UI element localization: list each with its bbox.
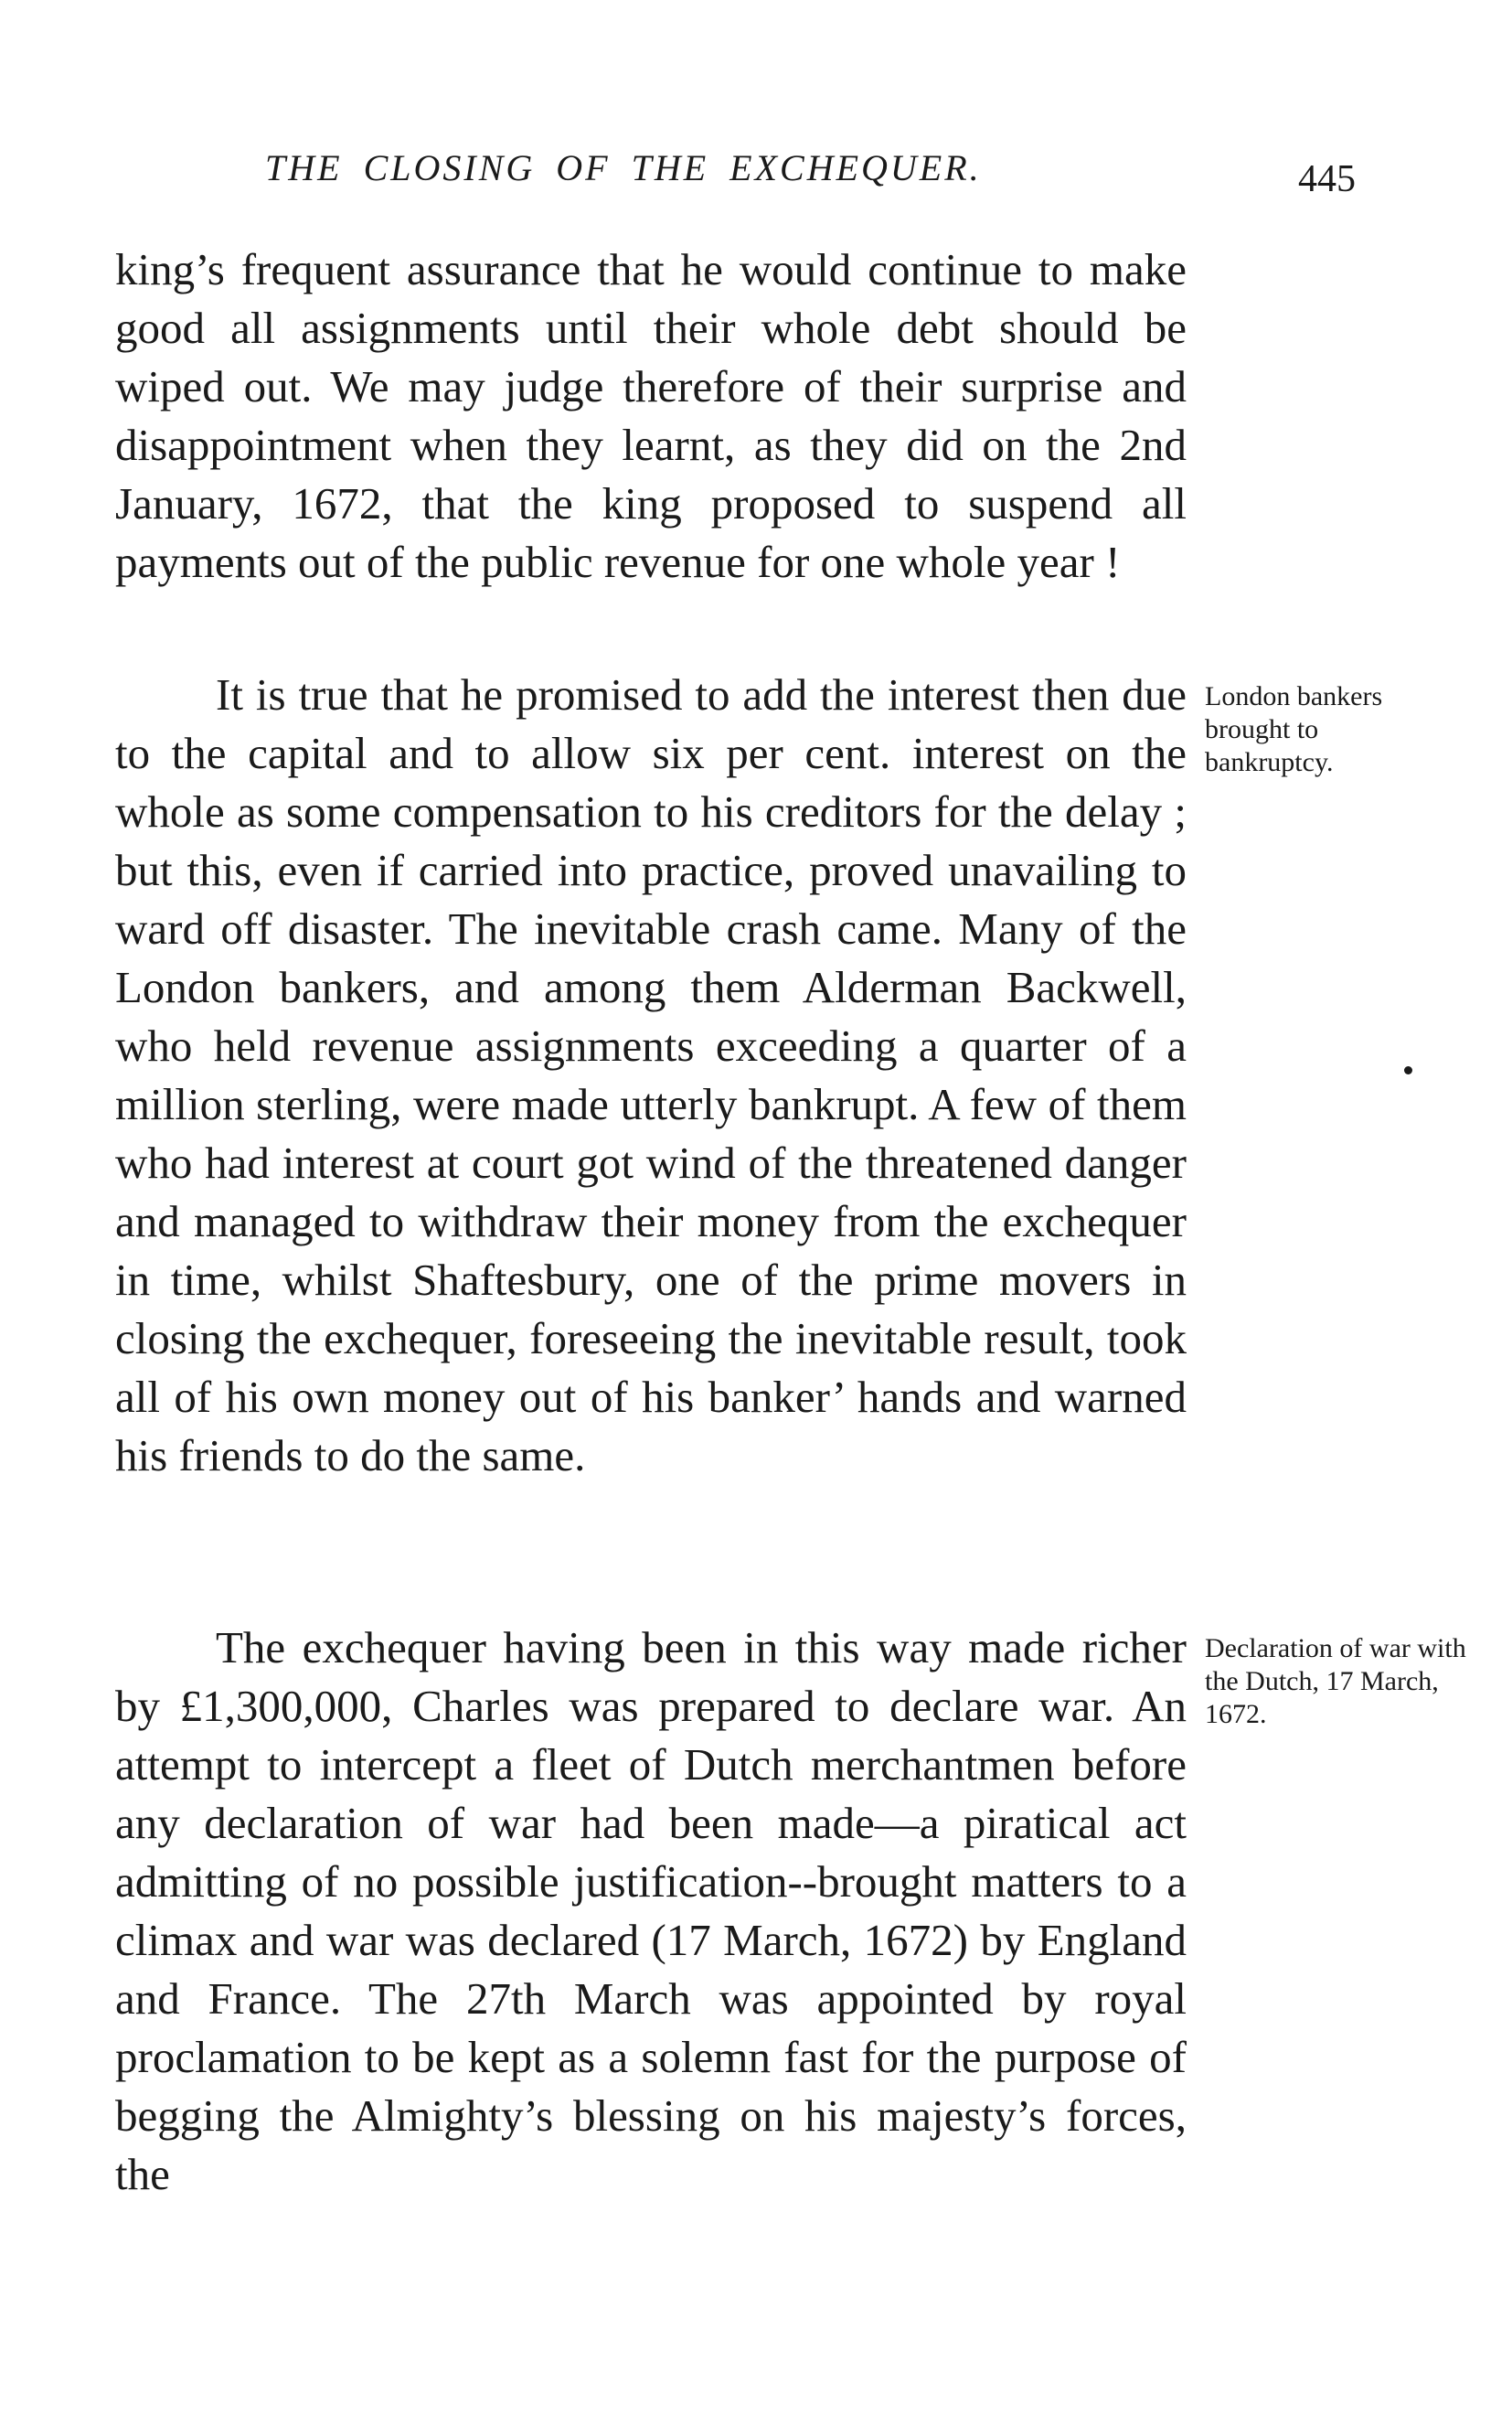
ink-speck xyxy=(1404,1066,1412,1074)
paragraph-2: It is true that he promised to add the interest then due to the capital and to allow six per cent. interest on the whole as some compensation to his creditors for the delay ; but this, even if carried into practice, proved unavailing to ward off disaster. The inevitable crash came. Many of the London bankers, and among them Alderman Backwell, who held revenue assignments exceeding a quarter of a million sterling, were made utterly bankrupt. A few of them who had interest at court got wind of the threatened danger and managed to withdraw their money from the exchequer in time, whilst Shaftesbury, one of the prime movers in closing the exchequer, foreseeing the inevitable result, took all of his own money out of his banker’ hands and warned his friends to do the same. xyxy=(115,669,1187,1480)
paragraph-1: king’s frequent assurance that he would continue to make good all assignments until their whole debt should be wiped out. We may judge therefore of their surprise and disappointment when they learnt, as they did on the 2nd January, 1672, that the king proposed to suspend all payments out of the public revenue for one whole year ! xyxy=(115,244,1187,587)
paragraph-3: The exchequer having been in this way made richer by £1,300,000, Charles was prepared to declare war. An attempt to intercept a fleet of Dutch merchantmen before any declaration of war had been made—a piratical act admitting of no possible justification--brought matters to a climax and war was declared (17 March, 1672) by England and France. The 27th March was appointed by royal proclamation to be kept as a solemn fast for the purpose of begging the Almighty’s blessing on his majesty’s forces, the xyxy=(115,1622,1187,2199)
page-number: 445 xyxy=(1298,158,1356,200)
sidenote-bankers-bankruptcy: London bankers brought to bankruptcy. xyxy=(1205,681,1383,777)
sidenote-declaration-of-war: Declaration of war with the Dutch, 17 March, 1672. xyxy=(1205,1633,1466,1729)
running-head: THE CLOSING OF THE EXCHEQUER. xyxy=(265,147,982,188)
